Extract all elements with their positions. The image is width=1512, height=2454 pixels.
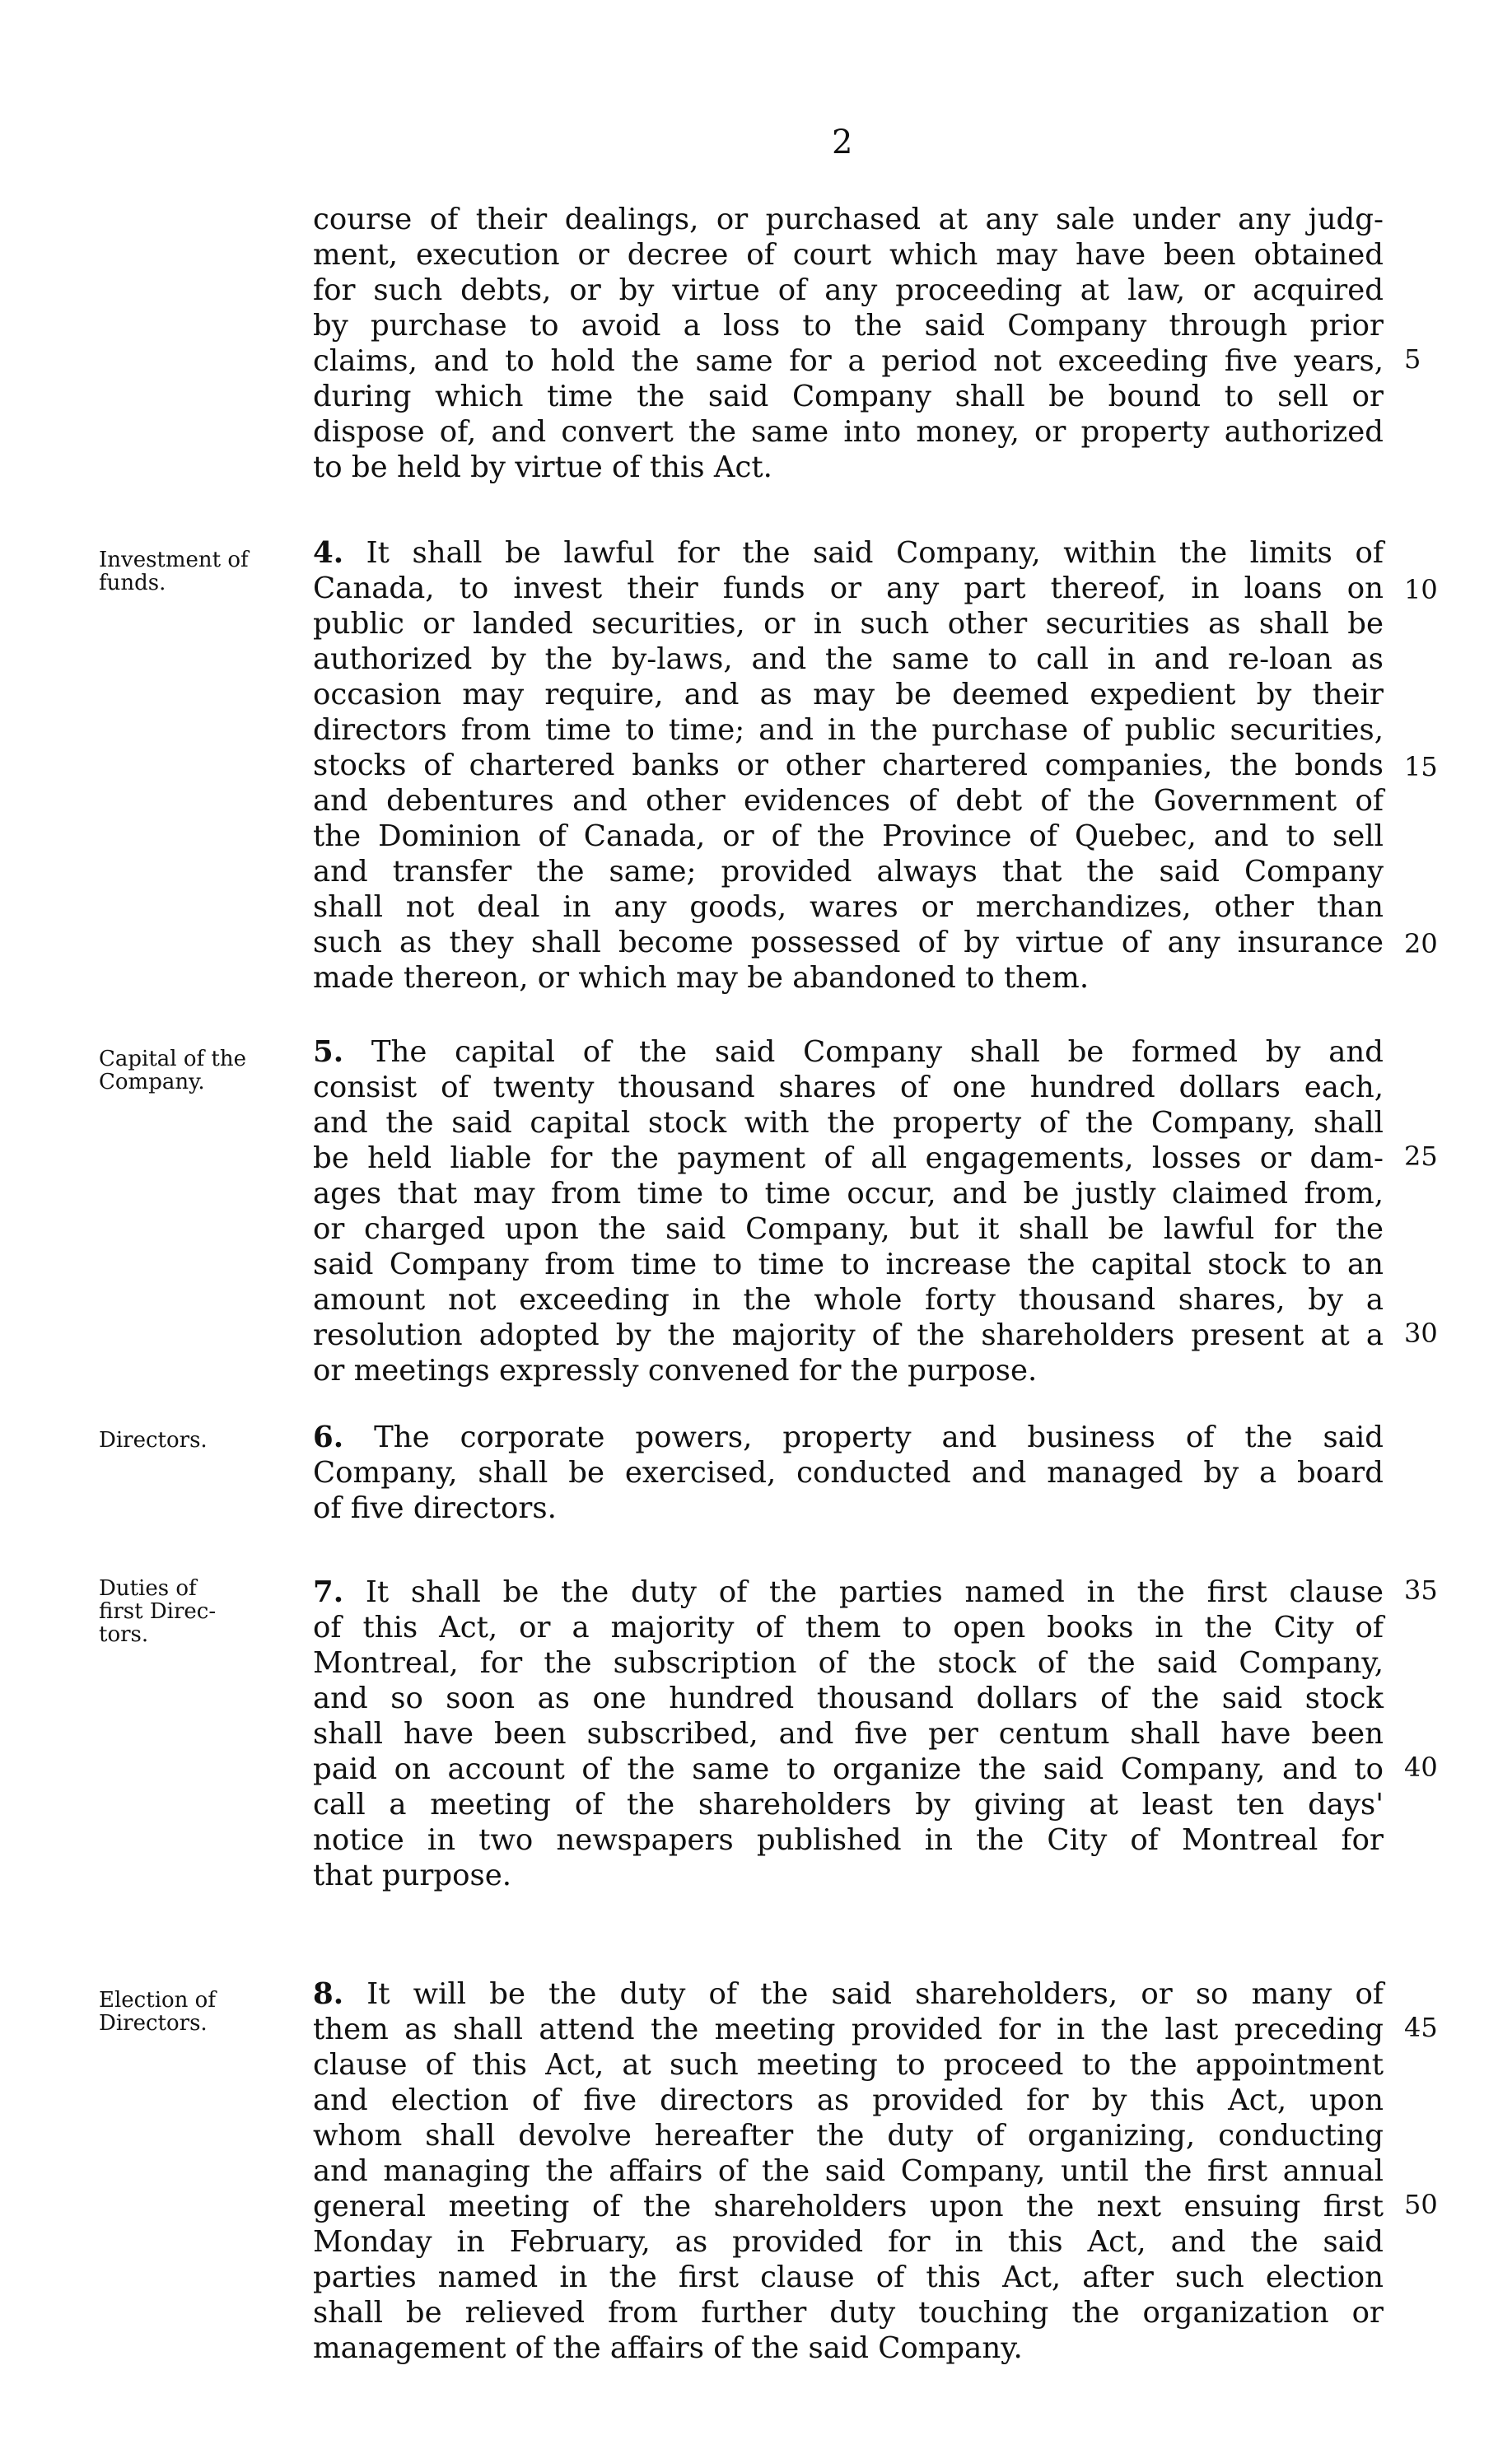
text-line: and debentures and other evidences of debt of the Government of [313, 784, 1384, 818]
section-number: 6. [313, 1421, 344, 1454]
margin-note-election [99, 1989, 216, 2035]
text-line: made thereon, or which may be abandoned to them. [313, 961, 1090, 995]
text-line: consist of twenty thousand shares of one hundred dollars each, [313, 1071, 1384, 1104]
section-number: 4. [313, 536, 344, 570]
line-number: 40 [1404, 1752, 1438, 1783]
text-line: directors from time to time; and in the purchase of public securities, [313, 713, 1384, 747]
page-number: 2 [832, 124, 853, 161]
margin-note-line: Investment of [99, 548, 249, 572]
margin-note-line: Company. [99, 1070, 205, 1094]
text-line: call a meeting of the shareholders by giving at least ten days' [313, 1788, 1384, 1822]
margin-note-line: Directors. [99, 1428, 208, 1453]
text-line: It will be the duty of the said shareholders, or so many of [366, 1977, 1384, 2011]
text-line: ment, execution or decree of court which may have been obtained [313, 238, 1384, 272]
text-line: stocks of chartered banks or other chartered companies, the bonds [313, 749, 1384, 782]
text-line: such as they shall become possessed of by virtue of any insurance [313, 926, 1384, 959]
text-line: them as shall attend the meeting provided for in the last preceding [313, 2013, 1384, 2046]
text-line: Montreal, for the subscription of the stock of the said Company, [313, 1646, 1384, 1680]
text-line: resolution adopted by the majority of the shareholders present at a [313, 1318, 1384, 1352]
continuation-paragraph [313, 202, 1384, 485]
text-line: authorized by the by-laws, and the same to call in and re-loan as [313, 642, 1384, 676]
section-5 [313, 1034, 1384, 1388]
text-line: paid on account of the same to organize the said Company, and to [313, 1752, 1384, 1786]
section-7 [313, 1575, 1384, 1893]
line-number: 45 [1404, 2012, 1438, 2043]
section-number: 7. [313, 1575, 344, 1609]
text-line: be held liable for the payment of all engagements, losses or dam- [313, 1141, 1384, 1175]
line-number: 20 [1404, 928, 1438, 959]
text-line: that purpose. [313, 1859, 512, 1892]
margin-note-capital [99, 1047, 246, 1094]
margin-note-line: Capital of the [99, 1047, 247, 1071]
text-line: and transfer the same; provided always that the said Company [313, 855, 1384, 889]
margin-note-line: tors. [99, 1622, 149, 1647]
text-line: It shall be lawful for the said Company, within the limits of [366, 536, 1384, 570]
text-line: whom shall devolve hereafter the duty of organizing, conducting [313, 2119, 1384, 2153]
margin-note-line: first Direc- [99, 1599, 217, 1624]
margin-note-line: funds. [99, 571, 166, 595]
line-number: 10 [1404, 574, 1438, 605]
line-number: 30 [1404, 1318, 1438, 1349]
line-number: 50 [1404, 2189, 1438, 2220]
section-8 [313, 1976, 1384, 2366]
text-line: clause of this Act, at such meeting to proceed to the appointment [313, 2048, 1384, 2082]
text-line: parties named in the first clause of this Act, after such election [313, 2260, 1384, 2294]
text-line: during which time the said Company shall be bound to sell or [313, 380, 1384, 413]
margin-note-investment [99, 548, 249, 595]
text-line: It shall be the duty of the parties named in the first clause [365, 1575, 1384, 1609]
text-line: shall be relieved from further duty touching the organization or [313, 2296, 1384, 2330]
text-line: Canada, to invest their funds or any part thereof, in loans on [313, 572, 1384, 605]
text-line: to be held by virtue of this Act. [313, 450, 772, 484]
text-line: for such debts, or by virtue of any proceeding at law, or acquired [313, 273, 1384, 307]
line-number: 5 [1404, 343, 1421, 375]
text-line: shall have been subscribed, and five per centum shall have been [313, 1717, 1384, 1751]
section-number: 5. [313, 1035, 344, 1069]
text-line: and managing the affairs of the said Company, until the first annual [313, 2154, 1384, 2188]
text-line: ages that may from time to time occur, and be justly claimed from, [313, 1177, 1384, 1211]
text-line: and the said capital stock with the property of the Company, shall [313, 1106, 1384, 1140]
text-line: and so soon as one hundred thousand dollars of the said stock [313, 1682, 1384, 1715]
margin-note-line: Duties of [99, 1576, 197, 1601]
text-line: dispose of, and convert the same into money, or property authorized [313, 415, 1384, 449]
section-6 [313, 1420, 1384, 1526]
margin-note-line: Directors. [99, 2011, 208, 2036]
text-line: of five directors. [313, 1491, 557, 1525]
text-line: general meeting of the shareholders upon the next ensuing first [313, 2190, 1384, 2223]
text-line: by purchase to avoid a loss to the said Company through prior [313, 309, 1384, 343]
text-line: course of their dealings, or purchased at any sale under any judg- [313, 203, 1384, 236]
text-line: and election of five directors as provided for by this Act, upon [313, 2083, 1384, 2117]
text-line: of this Act, or a majority of them to open books in the City of [313, 1611, 1384, 1645]
text-line: the Dominion of Canada, or of the Province of Quebec, and to sell [313, 819, 1384, 853]
text-line: or charged upon the said Company, but it shall be lawful for the [313, 1212, 1384, 1246]
line-number: 35 [1404, 1575, 1438, 1606]
text-line: said Company from time to time to increase the capital stock to an [313, 1248, 1384, 1281]
text-line: shall not deal in any goods, wares or merchandizes, other than [313, 890, 1384, 924]
text-line: amount not exceeding in the whole forty thousand shares, by a [313, 1283, 1384, 1317]
text-line: or meetings expressly convened for the purpose. [313, 1354, 1038, 1388]
text-line: management of the affairs of the said Company. [313, 2331, 1023, 2365]
text-line: claims, and to hold the same for a period not exceeding five years, [313, 344, 1384, 378]
margin-note-directors [99, 1429, 208, 1452]
margin-note-duties [99, 1577, 216, 1646]
text-line: Monday in February, as provided for in this Act, and the said [313, 2225, 1384, 2259]
text-line: public or landed securities, or in such other securities as shall be [313, 607, 1384, 641]
text-line: notice in two newspapers published in the City of Montreal for [313, 1823, 1384, 1857]
text-line: The corporate powers, property and business of the said [374, 1421, 1384, 1454]
text-line: occasion may require, and as may be deemed expedient by their [313, 678, 1384, 711]
section-4 [313, 535, 1384, 996]
margin-note-line: Election of [99, 1988, 216, 2013]
text-line: Company, shall be exercised, conducted and managed by a board [313, 1456, 1384, 1490]
line-number: 15 [1404, 751, 1438, 782]
section-number: 8. [313, 1977, 344, 2011]
text-line: The capital of the said Company shall be formed by and [371, 1035, 1384, 1069]
line-number: 25 [1404, 1141, 1438, 1172]
